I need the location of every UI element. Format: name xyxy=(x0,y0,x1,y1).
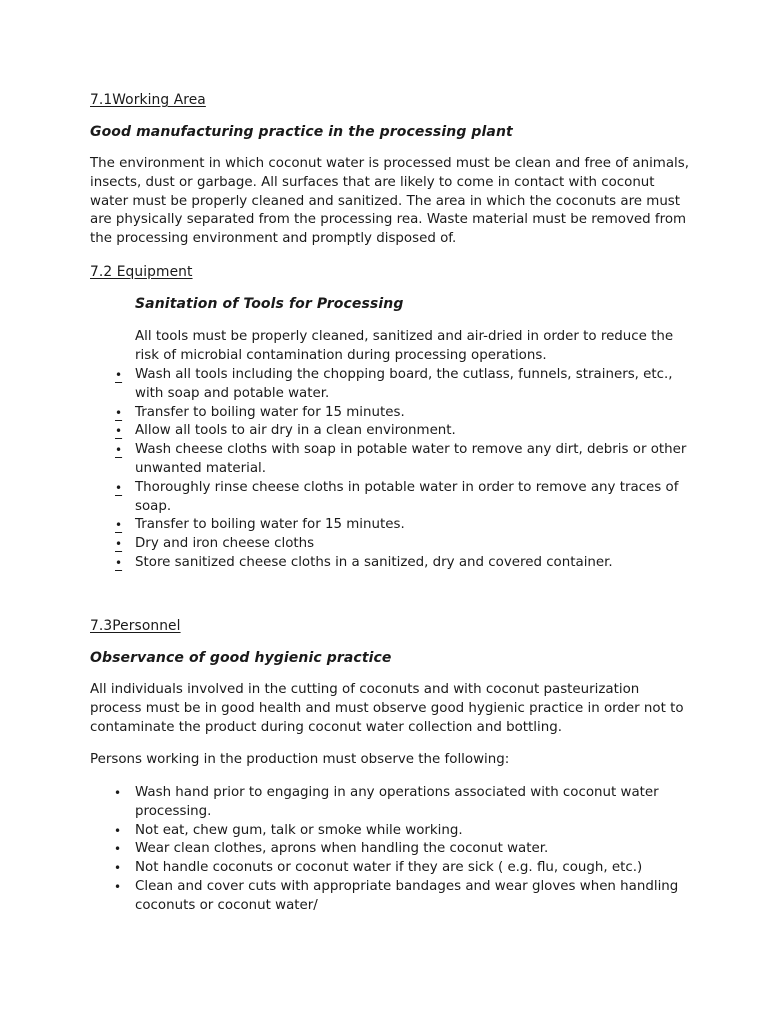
bullet-icon: • xyxy=(115,555,123,570)
bullet-icon: • xyxy=(115,480,123,495)
list-item-text: Transfer to boiling water for 15 minutes. xyxy=(135,517,405,533)
list-item-text: Thoroughly rinse cheese cloths in potable water in order to remove any traces of soap. xyxy=(135,479,679,514)
bullet-icon: • xyxy=(114,879,122,894)
list-item-text: Not eat, chew gum, talk or smoke while working. xyxy=(135,822,463,838)
bullet-icon: • xyxy=(115,405,123,420)
sanitation-paragraph: All tools must be properly cleaned, sanitized and air-dried in order to reduce the risk of microbial contamination during processing operations. xyxy=(135,329,674,363)
section-subheading-hygiene: Observance of good hygienic practice xyxy=(90,650,392,666)
list-item xyxy=(90,878,690,916)
working-area-paragraph: The environment in which coconut water is processed must be clean and free of animals, insects, dust or garbage. All surfaces that are likely to come in contact with coconut water must be properly cleaned and sanitized. The area in which the coconuts are must are physically separated from the processing rea. Waste material must be removed from the processing environment and promptly disposed of. xyxy=(90,156,689,247)
hygiene-rules-list xyxy=(90,784,690,916)
section-heading-personnel: 7.3Personnel xyxy=(90,618,181,634)
list-item xyxy=(90,441,690,479)
section-heading-equipment: 7.2 Equipment xyxy=(90,264,193,280)
list-item xyxy=(90,516,690,535)
personnel-intro: Persons working in the production must observe the following: xyxy=(90,752,510,767)
list-item-text: Wash cheese cloths with soap in potable water to remove any dirt, debris or other unwanted material. xyxy=(135,442,687,476)
list-item xyxy=(90,479,690,517)
bullet-icon: • xyxy=(115,368,123,382)
list-item xyxy=(90,422,690,441)
list-item xyxy=(90,784,690,822)
list-item-text: Wash all tools including the chopping board, the cutlass, funnels, strainers, etc., with soap and potable water. xyxy=(135,367,673,401)
list-item xyxy=(90,535,690,554)
bullet-icon: • xyxy=(114,842,122,857)
list-item xyxy=(90,840,690,859)
list-item-text: Clean and cover cuts with appropriate bandages and wear gloves when handling coconuts or coconut water/ xyxy=(135,878,679,913)
list-item-text: Allow all tools to air dry in a clean environment. xyxy=(135,423,456,439)
list-item xyxy=(90,404,690,423)
bullet-icon: • xyxy=(114,786,122,800)
bullet-icon: • xyxy=(115,443,123,458)
list-item-text: Wear clean clothes, aprons when handling the coconut water. xyxy=(135,841,549,857)
list-item xyxy=(90,554,690,573)
list-item-text: Wash hand prior to engaging in any operations associated with coconut water processing. xyxy=(135,785,659,819)
list-item xyxy=(90,822,690,841)
bullet-icon: • xyxy=(115,537,123,552)
section-subheading-sanitation: Sanitation of Tools for Processing xyxy=(135,296,404,312)
list-item-text: Not handle coconuts or coconut water if they are sick ( e.g. flu, cough, etc.) xyxy=(135,860,643,876)
list-item-text: Store sanitized cheese cloths in a sanitized, dry and covered container. xyxy=(135,554,613,570)
personnel-paragraph: All individuals involved in the cutting of coconuts and with coconut pasteurization process must be in good health and must observe good hygienic practice in order not to contaminate the product during coconut water collection and bottling. xyxy=(90,682,684,735)
section-heading-working-area: 7.1Working Area xyxy=(90,92,206,108)
list-item-text: Transfer to boiling water for 15 minutes. xyxy=(135,404,405,420)
section-subheading-gmp: Good manufacturing practice in the processing plant xyxy=(90,124,513,140)
bullet-icon: • xyxy=(115,424,123,439)
bullet-icon: • xyxy=(114,861,122,876)
list-item-text: Dry and iron cheese cloths xyxy=(135,536,315,552)
list-item xyxy=(90,859,690,878)
list-item xyxy=(90,366,690,404)
bullet-icon: • xyxy=(115,518,123,533)
sanitation-steps-list xyxy=(90,366,690,573)
bullet-icon: • xyxy=(114,823,122,838)
